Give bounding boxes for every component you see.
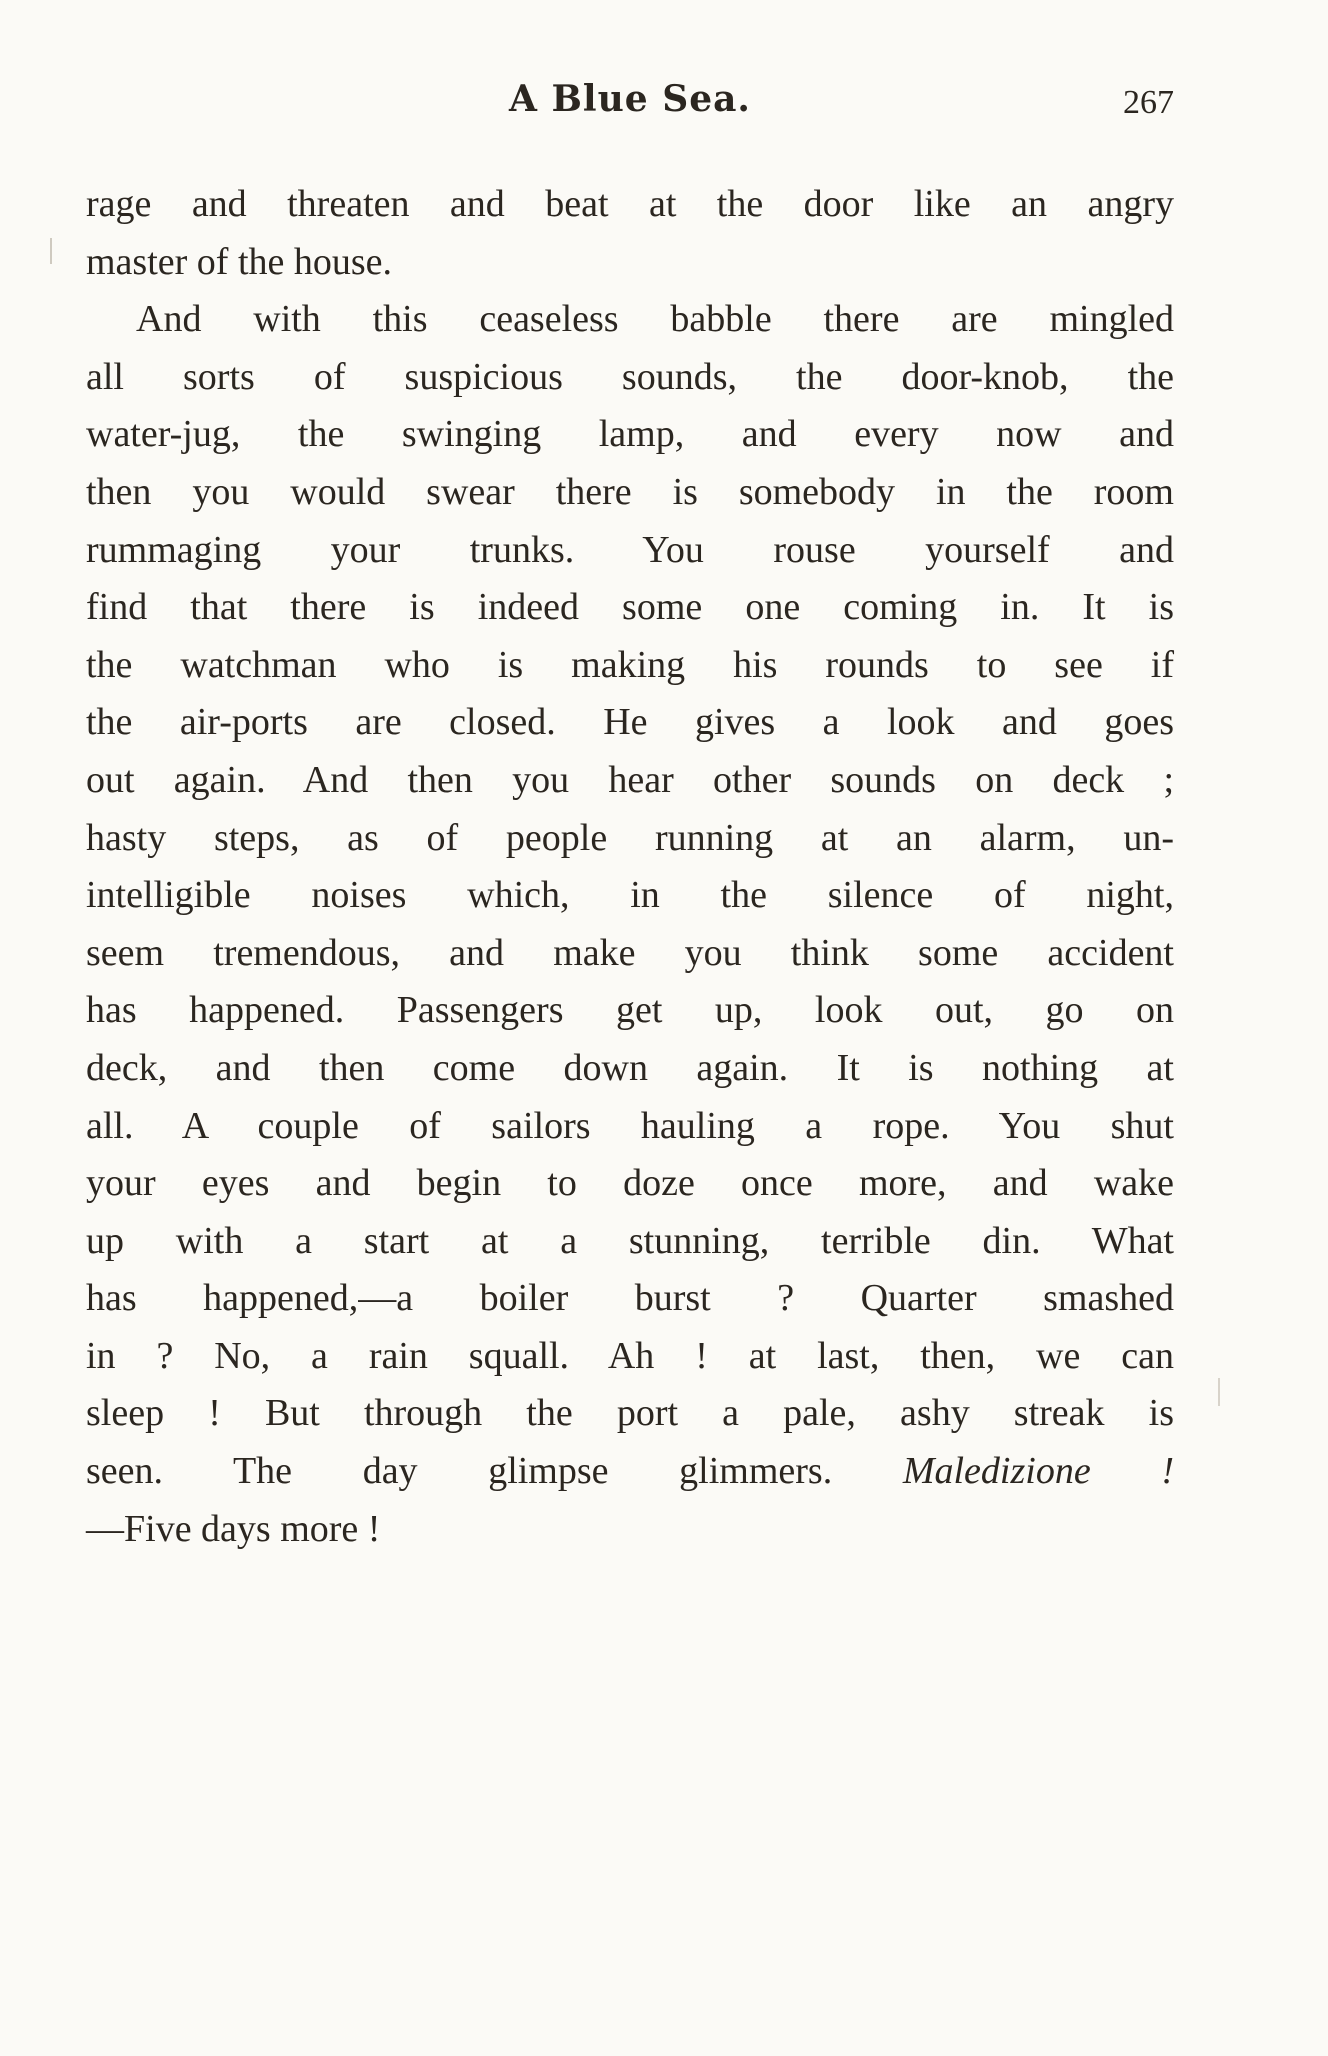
- text-line: And with this ceaseless babble there are mingled: [136, 298, 1174, 341]
- text-line: hasty steps, as of people running at an alarm, un-: [86, 816, 1174, 859]
- text-line: rage and threaten and beat at the door like an angry: [86, 183, 1174, 225]
- text-line: then you would swear there is somebody in the room: [86, 470, 1174, 513]
- paragraph-2: [86, 291, 1174, 1558]
- text-line: all sorts of suspicious sounds, the door-knob, the: [86, 355, 1174, 398]
- running-title: A Blue Sea.: [509, 78, 751, 120]
- text-line: master of the house.: [86, 240, 393, 283]
- page-number: 267: [1123, 84, 1174, 121]
- paragraph-1: [86, 176, 1174, 291]
- text-line: has happened,—a boiler burst ? Quarter smashed: [86, 1277, 1174, 1320]
- italic-exclamation: Maledizione !: [902, 1450, 1174, 1493]
- text-line: out again. And then you hear other sounds on deck ;: [86, 758, 1174, 801]
- margin-mark: [50, 238, 52, 264]
- margin-mark: [1218, 1378, 1220, 1406]
- text-line: find that there is indeed some one coming in. It is: [86, 586, 1174, 629]
- text-line: all. A couple of sailors hauling a rope. You shut: [86, 1104, 1174, 1147]
- text-line: has happened. Passengers get up, look out, go on: [86, 989, 1174, 1032]
- text-line-with-italic: [86, 1443, 1174, 1501]
- text-line-prefix: seen. The day glimpse glimmers.: [86, 1450, 833, 1493]
- text-line: your eyes and begin to doze once more, and wake: [86, 1162, 1174, 1205]
- text-line: deck, and then come down again. It is nothing at: [86, 1046, 1174, 1089]
- text-line: seem tremendous, and make you think some accident: [86, 931, 1174, 974]
- text-line: the air-ports are closed. He gives a look and goes: [86, 701, 1174, 744]
- body-text: [86, 176, 1174, 1558]
- running-head: [86, 78, 1174, 138]
- text-line: intelligible noises which, in the silence of night,: [86, 874, 1174, 917]
- text-line: water-jug, the swinging lamp, and every now and: [86, 413, 1174, 456]
- final-line: —Five days more !: [86, 1507, 381, 1550]
- text-line: rummaging your trunks. You rouse yourself and: [86, 528, 1174, 571]
- text-line: up with a start at a stunning, terrible din. What: [86, 1219, 1174, 1262]
- text-line: the watchman who is making his rounds to see if: [86, 643, 1174, 686]
- text-line: in ? No, a rain squall. Ah ! at last, then, we can: [86, 1334, 1174, 1377]
- text-line: sleep ! But through the port a pale, ashy streak is: [86, 1392, 1174, 1435]
